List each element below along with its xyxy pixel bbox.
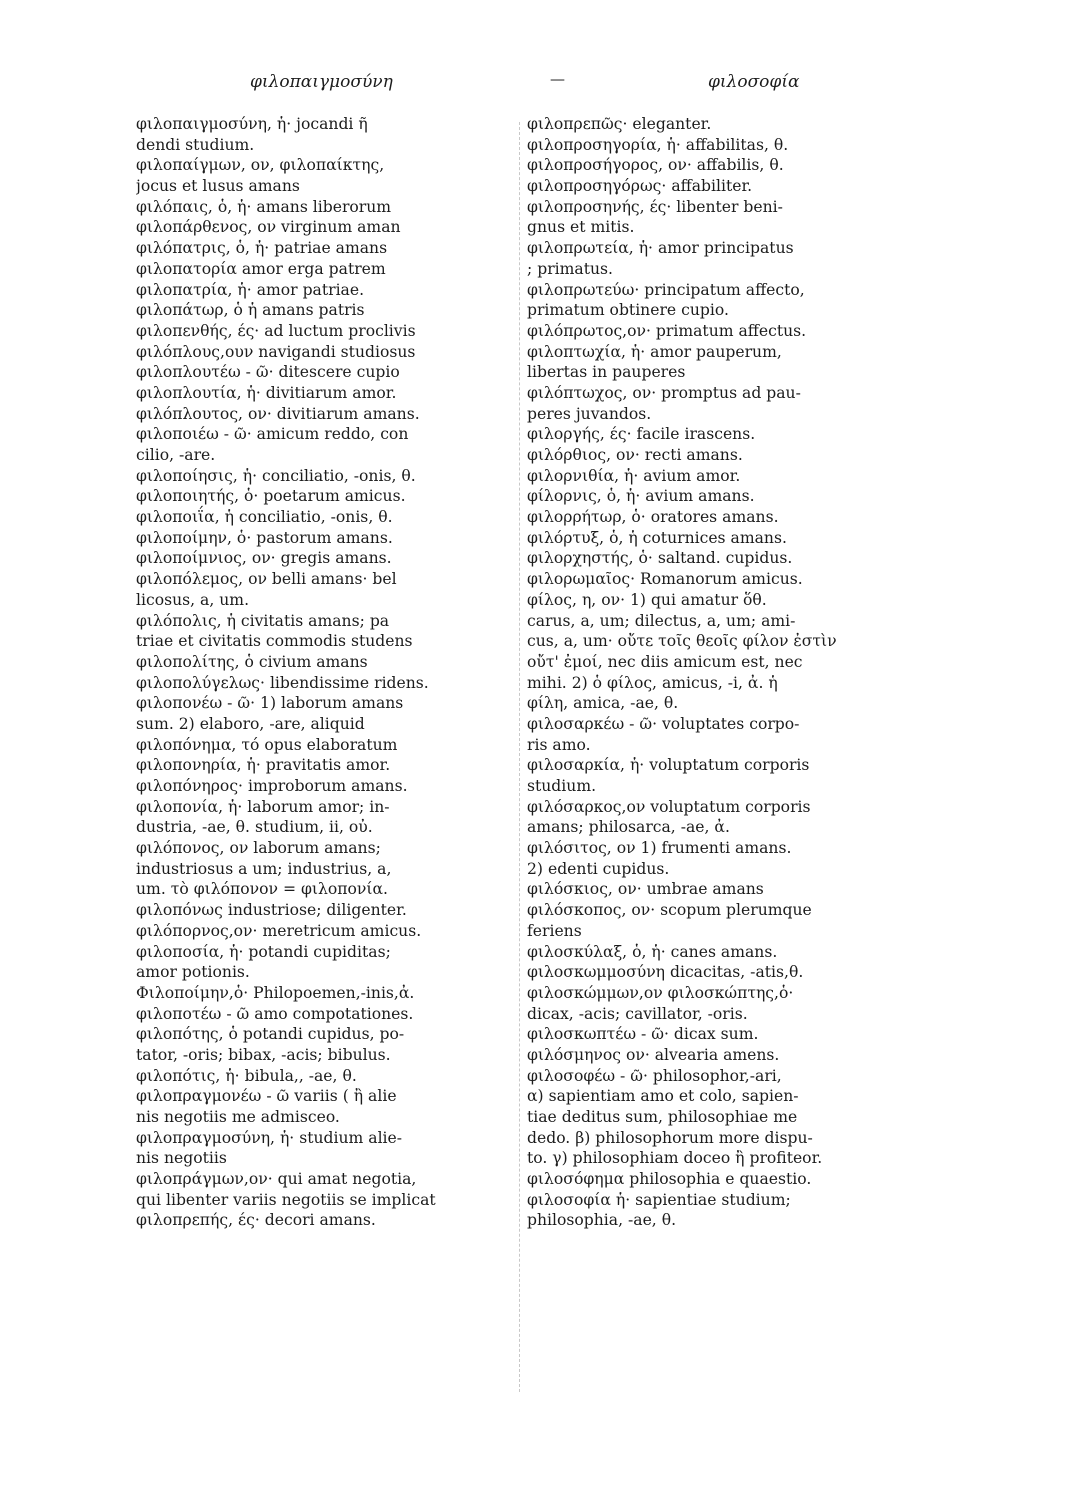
- dictionary-line: dedo. β) philosophorum more dispu-: [527, 1128, 813, 1147]
- right-column: [527, 114, 919, 1231]
- dictionary-line: φιλοσκωπτέω - ῶ· dicax sum.: [527, 1025, 759, 1044]
- dictionary-line: φιλοπατορία amor erga patrem: [136, 259, 386, 278]
- dictionary-line: οὔτ' ἐμοί, nec diis amicum est, nec: [527, 652, 803, 671]
- dictionary-line: φιλόπαις, ὁ, ἡ· amans liberorum: [136, 197, 392, 216]
- dictionary-line: φιλοπραγμοσύνη, ἡ· studium alie-: [136, 1128, 403, 1147]
- dictionary-line: φιλοπενθής, ές· ad luctum proclivis: [136, 321, 416, 340]
- dictionary-line: φιλοπροσηνής, ές· libenter beni-: [527, 197, 783, 216]
- dictionary-line: φιλόρθιος, ον· recti amans.: [527, 446, 743, 464]
- dictionary-line: φιλοσκωμμοσύνη dicacitas, -atis,θ.: [527, 963, 804, 982]
- dictionary-line: nis negotiis: [136, 1149, 227, 1168]
- dictionary-line: φιλόπολις, ἡ civitatis amans; pa: [136, 611, 390, 630]
- right-running-headword: φιλοσοφία: [708, 72, 800, 92]
- dictionary-line: φιλοποιέω - ῶ· amicum reddo, con: [136, 425, 409, 444]
- dictionary-line: φιλόρτυξ, ὁ, ἡ coturnices amans.: [527, 528, 787, 547]
- page-header: [0, 64, 1067, 104]
- dictionary-line: φιλοπονηρία, ἡ· pravitatis amor.: [136, 756, 391, 775]
- dictionary-line: φιλοπράγμων,ον· qui amat negotia,: [136, 1170, 417, 1189]
- dictionary-line: φιλοσοφέω - ῶ· philosophor,-ari,: [527, 1066, 782, 1085]
- dictionary-line: φιλοσαρκέω - ῶ· voluptates corpo-: [527, 714, 800, 733]
- column-divider: [519, 122, 520, 1392]
- dictionary-line: φιλοπόλεμος, ον belli amans· bel: [136, 570, 397, 589]
- header-separator: —: [550, 70, 565, 88]
- dictionary-line: φιλοπρωτεύω· principatum affecto,: [527, 280, 805, 299]
- dictionary-line: φιλοπόνηρος· improborum amans.: [136, 777, 408, 795]
- dictionary-line: φιλοπολύγελως· libendissime ridens.: [136, 673, 429, 692]
- dictionary-line: libertas in pauperes: [527, 363, 686, 382]
- dictionary-line: φιλοσκώμμων,ον φιλοσκώπτης,ὁ·: [527, 983, 794, 1002]
- dictionary-line: φιλόπτωχος, ον· promptus ad pau-: [527, 383, 801, 402]
- dictionary-line: amor potionis.: [136, 963, 250, 982]
- dictionary-line: gnus et mitis.: [527, 218, 635, 237]
- dictionary-line: dicax, -acis; cavillator, -oris.: [527, 1004, 748, 1023]
- dictionary-line: φιλορνιθία, ἡ· avium amor.: [527, 466, 741, 485]
- dictionary-line: φιλόσιτος, ον 1) frumenti amans.: [527, 839, 792, 858]
- dictionary-line: cus, a, um· οὔτε τοῖς θεοῖς φίλον ἐστὶν: [527, 632, 837, 651]
- dictionary-line: φιλοπροσήγορος, ον· affabilis, θ.: [527, 156, 784, 175]
- dictionary-line: φιλόπλουτος, ον· divitiarum amans.: [136, 404, 420, 423]
- dictionary-line: φιλορρήτωρ, ὁ· oratores amans.: [527, 508, 779, 527]
- dictionary-line: φιλόσαρκος,ον voluptatum corporis: [527, 797, 811, 816]
- dictionary-line: 2) edenti cupidus.: [527, 859, 670, 878]
- dictionary-line: φιλοποσία, ἡ· potandi cupiditas;: [136, 942, 391, 961]
- dictionary-line: φιλόσμηνος ον· alvearia amens.: [527, 1045, 780, 1064]
- dictionary-line: dustria, -ae, θ. studium, ii, οὐ.: [136, 818, 373, 837]
- dictionary-line: φιλοποίμνιος, ον· gregis amans.: [136, 549, 392, 568]
- dictionary-line: um. τὸ φιλόπονον = φιλοπονία.: [136, 880, 389, 899]
- dictionary-line: φιλόπονος, ον laborum amans;: [136, 839, 381, 858]
- dictionary-line: φιλορωμαῖος· Romanorum amicus.: [527, 570, 803, 589]
- dictionary-line: φιλόπορνος,ον· meretricum amicus.: [136, 921, 422, 940]
- dictionary-line: φιλοπτωχία, ἡ· amor pauperum,: [527, 342, 782, 361]
- dictionary-line: φιλοσοφία ἡ· sapientiae studium;: [527, 1190, 791, 1209]
- dictionary-line: φιλοπολίτης, ὁ civium amans: [136, 652, 368, 671]
- dictionary-line: industriosus a um; industrius, a,: [136, 859, 392, 878]
- dictionary-line: φιλοσκύλαξ, ὁ, ἡ· canes amans.: [527, 942, 778, 961]
- dictionary-line: feriens: [527, 921, 582, 940]
- dictionary-line: φιλοπότης, ὁ potandi cupidus, po-: [136, 1025, 405, 1044]
- dictionary-line: triae et civitatis commodis studens: [136, 632, 413, 651]
- dictionary-line: φίλη, amica, -ae, θ.: [527, 694, 679, 713]
- dictionary-line: φιλοπάρθενος, ον virginum aman: [136, 218, 401, 237]
- dictionary-line: α) sapientiam amo et colo, sapien-: [527, 1087, 799, 1106]
- dictionary-line: peres juvandos.: [527, 404, 652, 423]
- dictionary-line: φιλόπρωτος,ον· primatum affectus.: [527, 321, 807, 340]
- dictionary-line: φιλοπατρία, ἡ· amor patriae.: [136, 280, 365, 299]
- dictionary-line: φιλοπραγμονέω - ῶ variis ( ἢ alie: [136, 1087, 397, 1106]
- dictionary-line: φιλόσκοπος, ον· scopum plerumque: [527, 901, 812, 920]
- dictionary-line: sum. 2) elaboro, -are, aliquid: [136, 714, 365, 733]
- left-column: [136, 114, 522, 1231]
- dictionary-line: ris amo.: [527, 735, 591, 754]
- dictionary-line: qui libenter variis negotiis se implicat: [136, 1190, 436, 1209]
- dictionary-line: φιλοπροσηγόρως· affabiliter.: [527, 177, 753, 196]
- dictionary-line: φιλορχηστής, ὁ· saltand. cupidus.: [527, 549, 793, 568]
- dictionary-line: philosophia, -ae, θ.: [527, 1211, 677, 1230]
- dictionary-line: amans; philosarca, -ae, ἀ.: [527, 818, 730, 837]
- dictionary-line: φιλοπότις, ἡ· bibula,, -ae, θ.: [136, 1066, 357, 1085]
- dictionary-line: primatum obtinere cupio.: [527, 301, 729, 320]
- dictionary-line: φιλοπονέω - ῶ· 1) laborum amans: [136, 694, 404, 713]
- dictionary-line: φιλοπλουτέω - ῶ· ditescere cupio: [136, 363, 400, 382]
- dictionary-line: jocus et lusus amans: [136, 177, 300, 196]
- dictionary-line: φιλοπόνως industriose; diligenter.: [136, 901, 407, 920]
- dictionary-line: φιλοποιητής, ὁ· poetarum amicus.: [136, 487, 406, 506]
- dictionary-line: cilio, -are.: [136, 446, 216, 464]
- dictionary-line: φιλοποιΐα, ἡ conciliatio, -onis, θ.: [136, 508, 393, 527]
- dictionary-line: φιλοποίμην, ὁ· pastorum amans.: [136, 528, 393, 547]
- dictionary-line: φιλοπονία, ἡ· laborum amor; in-: [136, 797, 390, 816]
- dictionary-line: tiae deditus sum, philosophiae me: [527, 1108, 798, 1126]
- dictionary-line: φιλόπατρις, ὁ, ἡ· patriae amans: [136, 239, 388, 258]
- dictionary-line: φίλος, η, ον· 1) qui amatur ὅθ.: [527, 590, 767, 609]
- dictionary-line: φιλοσόφημα philosophia e quaestio.: [527, 1170, 812, 1189]
- dictionary-line: studium.: [527, 777, 597, 795]
- dictionary-line: φιλοποτέω - ῶ amo compotationes.: [136, 1004, 414, 1023]
- dictionary-line: Φιλοποίμην,ὁ· Philopoemen,-inis,ἀ.: [136, 983, 415, 1002]
- dictionary-line: φιλοπρωτεία, ἡ· amor principatus: [527, 239, 794, 258]
- dictionary-line: tator, -oris; bibax, -acis; bibulus.: [136, 1045, 391, 1064]
- dictionary-line: φίλορνις, ὁ, ἡ· avium amans.: [527, 487, 755, 506]
- dictionary-line: φιλοπόνημα, τό opus elaboratum: [136, 735, 398, 754]
- dictionary-line: φιλοπάτωρ, ὁ ἡ amans patris: [136, 301, 365, 320]
- dictionary-line: φιλοπροσηγορία, ἡ· affabilitas, θ.: [527, 135, 789, 154]
- dictionary-line: dendi studium.: [136, 135, 255, 154]
- dictionary-line: φιλοργής, ές· facile irascens.: [527, 425, 756, 444]
- dictionary-line: φιλοποίησις, ἡ· conciliatio, -onis, θ.: [136, 466, 416, 485]
- dictionary-line: licosus, a, um.: [136, 590, 250, 609]
- dictionary-line: φιλόπλους,ουν navigandi studiosus: [136, 342, 416, 361]
- dictionary-line: φιλόσκιος, ον· umbrae amans: [527, 880, 764, 899]
- dictionary-line: mihi. 2) ὁ φίλος, amicus, -i, ἀ. ἡ: [527, 673, 778, 692]
- dictionary-line: carus, a, um; dilectus, a, um; ami-: [527, 611, 796, 630]
- dictionary-line: φιλοπαιγμοσύνη, ἡ· jocandi ῆ: [136, 115, 368, 133]
- dictionary-line: ; primatus.: [527, 259, 613, 278]
- dictionary-line: φιλοπαίγμων, ον, φιλοπαίκτης,: [136, 156, 385, 175]
- dictionary-line: φιλοπλουτία, ἡ· divitiarum amor.: [136, 383, 397, 402]
- dictionary-line: φιλοπρεπής, ές· decori amans.: [136, 1211, 376, 1230]
- dictionary-line: nis negotiis me admisceo.: [136, 1108, 340, 1126]
- left-running-headword: φιλοπαιγμοσύνη: [250, 72, 393, 92]
- dictionary-line: φιλοσαρκία, ἡ· voluptatum corporis: [527, 756, 810, 775]
- dictionary-line: to. γ) philosophiam doceo ἢ profiteor.: [527, 1149, 823, 1168]
- dictionary-line: φιλοπρεπῶς· eleganter.: [527, 115, 712, 133]
